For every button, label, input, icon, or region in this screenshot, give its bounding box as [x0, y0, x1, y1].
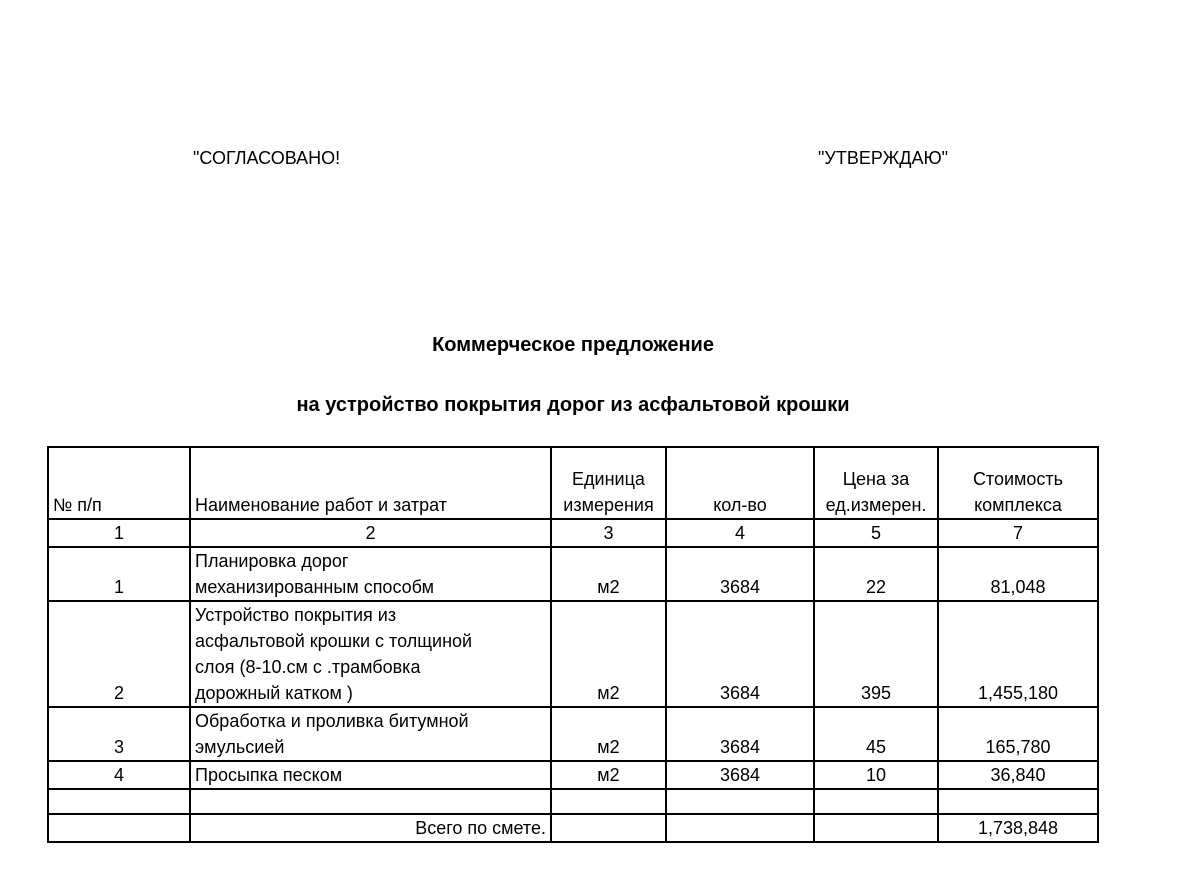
- row-name: [190, 707, 551, 761]
- header-name: Наименование работ и затрат: [190, 447, 551, 519]
- empty-cell: [190, 789, 551, 814]
- column-number: 5: [814, 519, 938, 547]
- empty-cell: [938, 789, 1098, 814]
- empty-cell: [48, 814, 190, 842]
- row-num: 3: [48, 707, 190, 761]
- empty-cell: [666, 789, 814, 814]
- row-name-text: Планировка дорог механизированным способм: [195, 551, 434, 597]
- column-number: 1: [48, 519, 190, 547]
- header-price: Цена за ед.измерен.: [814, 447, 938, 519]
- row-name: [190, 547, 551, 601]
- approval-agreed-label: "СОГЛАСОВАНО!: [193, 148, 341, 168]
- row-unit: м2: [551, 601, 666, 707]
- document-subtitle: на устройство покрытия дорог из асфальтовой крошки: [296, 394, 850, 416]
- row-cost: 1,455,180: [938, 601, 1098, 707]
- row-price: 22: [814, 547, 938, 601]
- row-name-text: Устройство покрытия из асфальтовой крошки с толщиной слоя (8-10.см с .трамбовка дорожный катком ): [195, 605, 473, 703]
- empty-row: [48, 789, 1098, 814]
- total-cost: 1,738,848: [938, 814, 1098, 842]
- header-cost: Стоимость комплекса: [938, 447, 1098, 519]
- row-name: [190, 601, 551, 707]
- header-unit: Единица измерения: [551, 447, 666, 519]
- total-label: Всего по смете.: [190, 814, 551, 842]
- table-header-row: [48, 447, 1098, 519]
- row-cost: 165,780: [938, 707, 1098, 761]
- row-cost: 81,048: [938, 547, 1098, 601]
- approval-approve-label: "УТВЕРЖДАЮ": [818, 148, 949, 168]
- column-number: 3: [551, 519, 666, 547]
- empty-cell: [48, 789, 190, 814]
- empty-cell: [551, 789, 666, 814]
- row-name-text: Просыпка песком: [195, 765, 343, 785]
- column-number-row: [48, 519, 1098, 547]
- table-row: [48, 707, 1098, 761]
- row-price: 10: [814, 761, 938, 789]
- total-row: [48, 814, 1098, 842]
- row-name-text: Обработка и проливка битумной эмульсией: [195, 711, 469, 757]
- document-title: Коммерческое предложение: [432, 334, 714, 356]
- header-num: № п/п: [48, 447, 190, 519]
- table-row: [48, 547, 1098, 601]
- row-unit: м2: [551, 761, 666, 789]
- row-name: [190, 761, 551, 789]
- row-unit: м2: [551, 707, 666, 761]
- header-qty: кол-во: [666, 447, 814, 519]
- empty-cell: [551, 814, 666, 842]
- row-num: 2: [48, 601, 190, 707]
- row-price: 395: [814, 601, 938, 707]
- column-number: 7: [938, 519, 1098, 547]
- table-row: [48, 761, 1098, 789]
- empty-cell: [814, 789, 938, 814]
- table-row: [48, 601, 1098, 707]
- column-number: 2: [190, 519, 551, 547]
- row-qty: 3684: [666, 547, 814, 601]
- row-num: 1: [48, 547, 190, 601]
- estimate-table: [47, 446, 1099, 843]
- row-qty: 3684: [666, 601, 814, 707]
- row-num: 4: [48, 761, 190, 789]
- row-qty: 3684: [666, 707, 814, 761]
- row-qty: 3684: [666, 761, 814, 789]
- empty-cell: [666, 814, 814, 842]
- row-unit: м2: [551, 547, 666, 601]
- row-price: 45: [814, 707, 938, 761]
- row-cost: 36,840: [938, 761, 1098, 789]
- column-number: 4: [666, 519, 814, 547]
- empty-cell: [814, 814, 938, 842]
